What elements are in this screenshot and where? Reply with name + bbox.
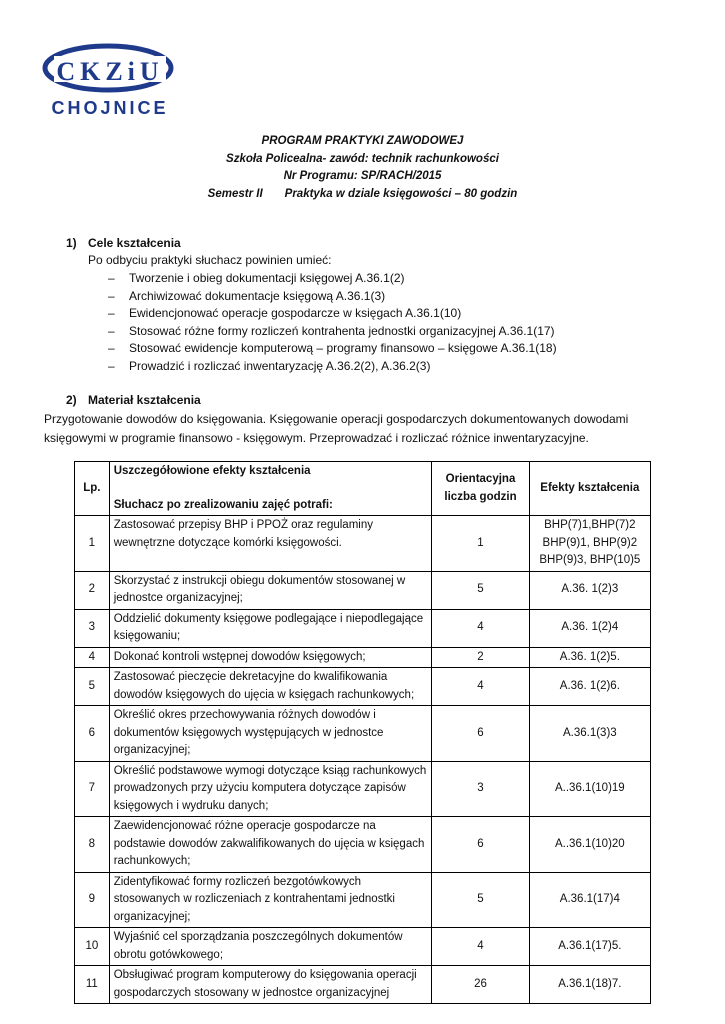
cell-lp: 3 [75,609,110,647]
cell-lp: 4 [75,647,110,668]
cell-hours: 4 [432,609,529,647]
program-title: PROGRAM PRAKTYKI ZAWODOWEJ [261,135,464,147]
semester-line [0,186,725,204]
cell-effects: BHP(7)1,BHP(7)2 BHP(9)1, BHP(9)2 BHP(9)3, BHP(10)5 [529,516,650,572]
section-1-title: Cele kształcenia [88,236,181,250]
cell-description: Zastosować pieczęcie dekretacyjne do kwalifikowania dowodów księgowych do ujęcia w księgach rachunkowych; [109,668,432,706]
table-row [75,928,651,966]
list-item: – Prowadzić i rozliczać inwentaryzację A.36.2(2), A.36.2(3) [108,358,431,373]
cell-effects: A.36. 1(2)6. [529,668,650,706]
learning-outcomes-table [74,461,651,1004]
logo-bottom-text: CHOJNICE [51,98,169,118]
cell-description: Określić podstawowe wymogi dotyczące ksiąg rachunkowych prowadzonych przy użyciu komputera dotyczące zapisów księgowych i wydruku danych; [109,761,432,817]
cell-hours: 5 [432,872,529,928]
table-row [75,571,651,609]
cell-description: Dokonać kontroli wstępnej dowodów księgowych; [109,647,432,668]
cell-hours: 4 [432,928,529,966]
cell-lp: 6 [75,706,110,762]
col-header-description [109,462,432,516]
cell-effects: A.36. 1(2)5. [529,647,650,668]
cell-description: Określić okres przechowywania różnych dowodów i dokumentów księgowych występujących w jednostce organizacyjnej; [109,706,432,762]
col-header-lp: Lp. [75,462,110,516]
learning-goals-list [108,270,557,375]
cell-hours: 6 [432,706,529,762]
cell-effects: A..36.1(10)20 [529,817,650,873]
cell-hours: 26 [432,966,529,1004]
table-row [75,966,651,1004]
cell-lp: 5 [75,668,110,706]
document-header [0,133,725,203]
list-item: – Tworzenie i obieg dokumentacji księgowej A.36.1(2) [108,271,405,285]
table-row [75,516,651,572]
cell-effects: A.36.1(3)3 [529,706,650,762]
cell-effects: A.36.1(18)7. [529,966,650,1004]
list-item: – Archiwizować dokumentacje księgową A.36.1(3) [108,288,386,303]
cell-lp: 11 [75,966,110,1004]
cell-description: Zidentyfikować formy rozliczeń bezgotówkowych stosowanych w rozliczeniach z kontrahentami jednostki organizacyjnej; [109,872,432,928]
cell-lp: 8 [75,817,110,873]
program-number: Nr Programu: SP/RACH/2015 [283,170,442,182]
cell-description: Oddzielić dokumenty księgowe podlegające i niepodlegające księgowaniu; [109,609,432,647]
col-header-effects: Efekty kształcenia [529,462,650,516]
cell-description: Wyjaśnić cel sporządzania poszczególnych dokumentów obrotu gotówkowego; [109,928,432,966]
cell-effects: A.36. 1(2)3 [529,571,650,609]
cell-effects: A.36.1(17)4 [529,872,650,928]
section-1-number: 1) [66,236,77,250]
table-row [75,609,651,647]
cell-lp: 2 [75,571,110,609]
col-header-hours: Orientacyjna liczba godzin [432,462,529,516]
table-row [75,872,651,928]
cell-lp: 1 [75,516,110,572]
table-row [75,761,651,817]
cell-hours: 2 [432,647,529,668]
section-1-heading [66,236,181,250]
cell-hours: 1 [432,516,529,572]
table-header-row [75,462,651,516]
cell-description: Zaewidencjonować różne operacje gospodarcze na podstawie dowodów zakwalifikowanych do ujęcia w księgach rachunkowych; [109,817,432,873]
list-item: – Ewidencjonować operacje gospodarcze w księgach A.36.1(10) [108,306,462,320]
school-logo [40,38,180,120]
logo-top-text: CKZiU [56,57,164,86]
logo-graphic [40,38,180,120]
list-item: – Stosować różne formy rozliczeń kontrahenta jednostki organizacyjnej A.36.1(17) [108,323,555,338]
cell-effects: A.36. 1(2)4 [529,609,650,647]
cell-hours: 3 [432,761,529,817]
cell-description: Obsługiwać program komputerowy do księgowania operacji gospodarczych stosowany w jednostce organizacyjnej [109,966,432,1004]
section-2-title: Materiał kształcenia [88,393,201,407]
section-2-number: 2) [66,393,77,407]
table-row [75,668,651,706]
school-profession: Szkoła Policealna- zawód: technik rachunkowości [226,152,499,165]
col-header-desc-title: Uszczegółowione efekty kształcenia [113,465,311,477]
semester-label: Semestr II [207,187,263,200]
table-row [75,647,651,668]
practice-label: Praktyka w dziale księgowości – 80 godzin [284,187,518,200]
section-1-intro: Po odbyciu praktyki słuchacz powinien umieć: [88,253,332,267]
list-item: – Stosować ewidencje komputerową – programy finansowo – księgowe A.36.1(18) [108,341,557,355]
cell-lp: 10 [75,928,110,966]
cell-effects: A.36.1(17)5. [529,928,650,966]
cell-effects: A..36.1(10)19 [529,761,650,817]
col-header-desc-sub: Słuchacz po zrealizowaniu zajęć potrafi: [113,498,333,511]
section-2-body: Przygotowanie dowodów do księgowania. Księgowanie operacji gospodarczych dokumentowanych dowodami księgowymi w programie finansowo - księgowym. Przeprowadzać i rozliczać różnice inwentaryzacyjne. [44,412,629,445]
section-2-heading [66,393,201,407]
table-row [75,706,651,762]
cell-lp: 7 [75,761,110,817]
cell-hours: 4 [432,668,529,706]
cell-lp: 9 [75,872,110,928]
cell-hours: 6 [432,817,529,873]
cell-hours: 5 [432,571,529,609]
cell-description: Zastosować przepisy BHP i PPOŻ oraz regulaminy wewnętrzne dotyczące komórki księgowości. [109,516,432,572]
table-row [75,817,651,873]
cell-description: Skorzystać z instrukcji obiegu dokumentów stosowanej w jednostce organizacyjnej; [109,571,432,609]
